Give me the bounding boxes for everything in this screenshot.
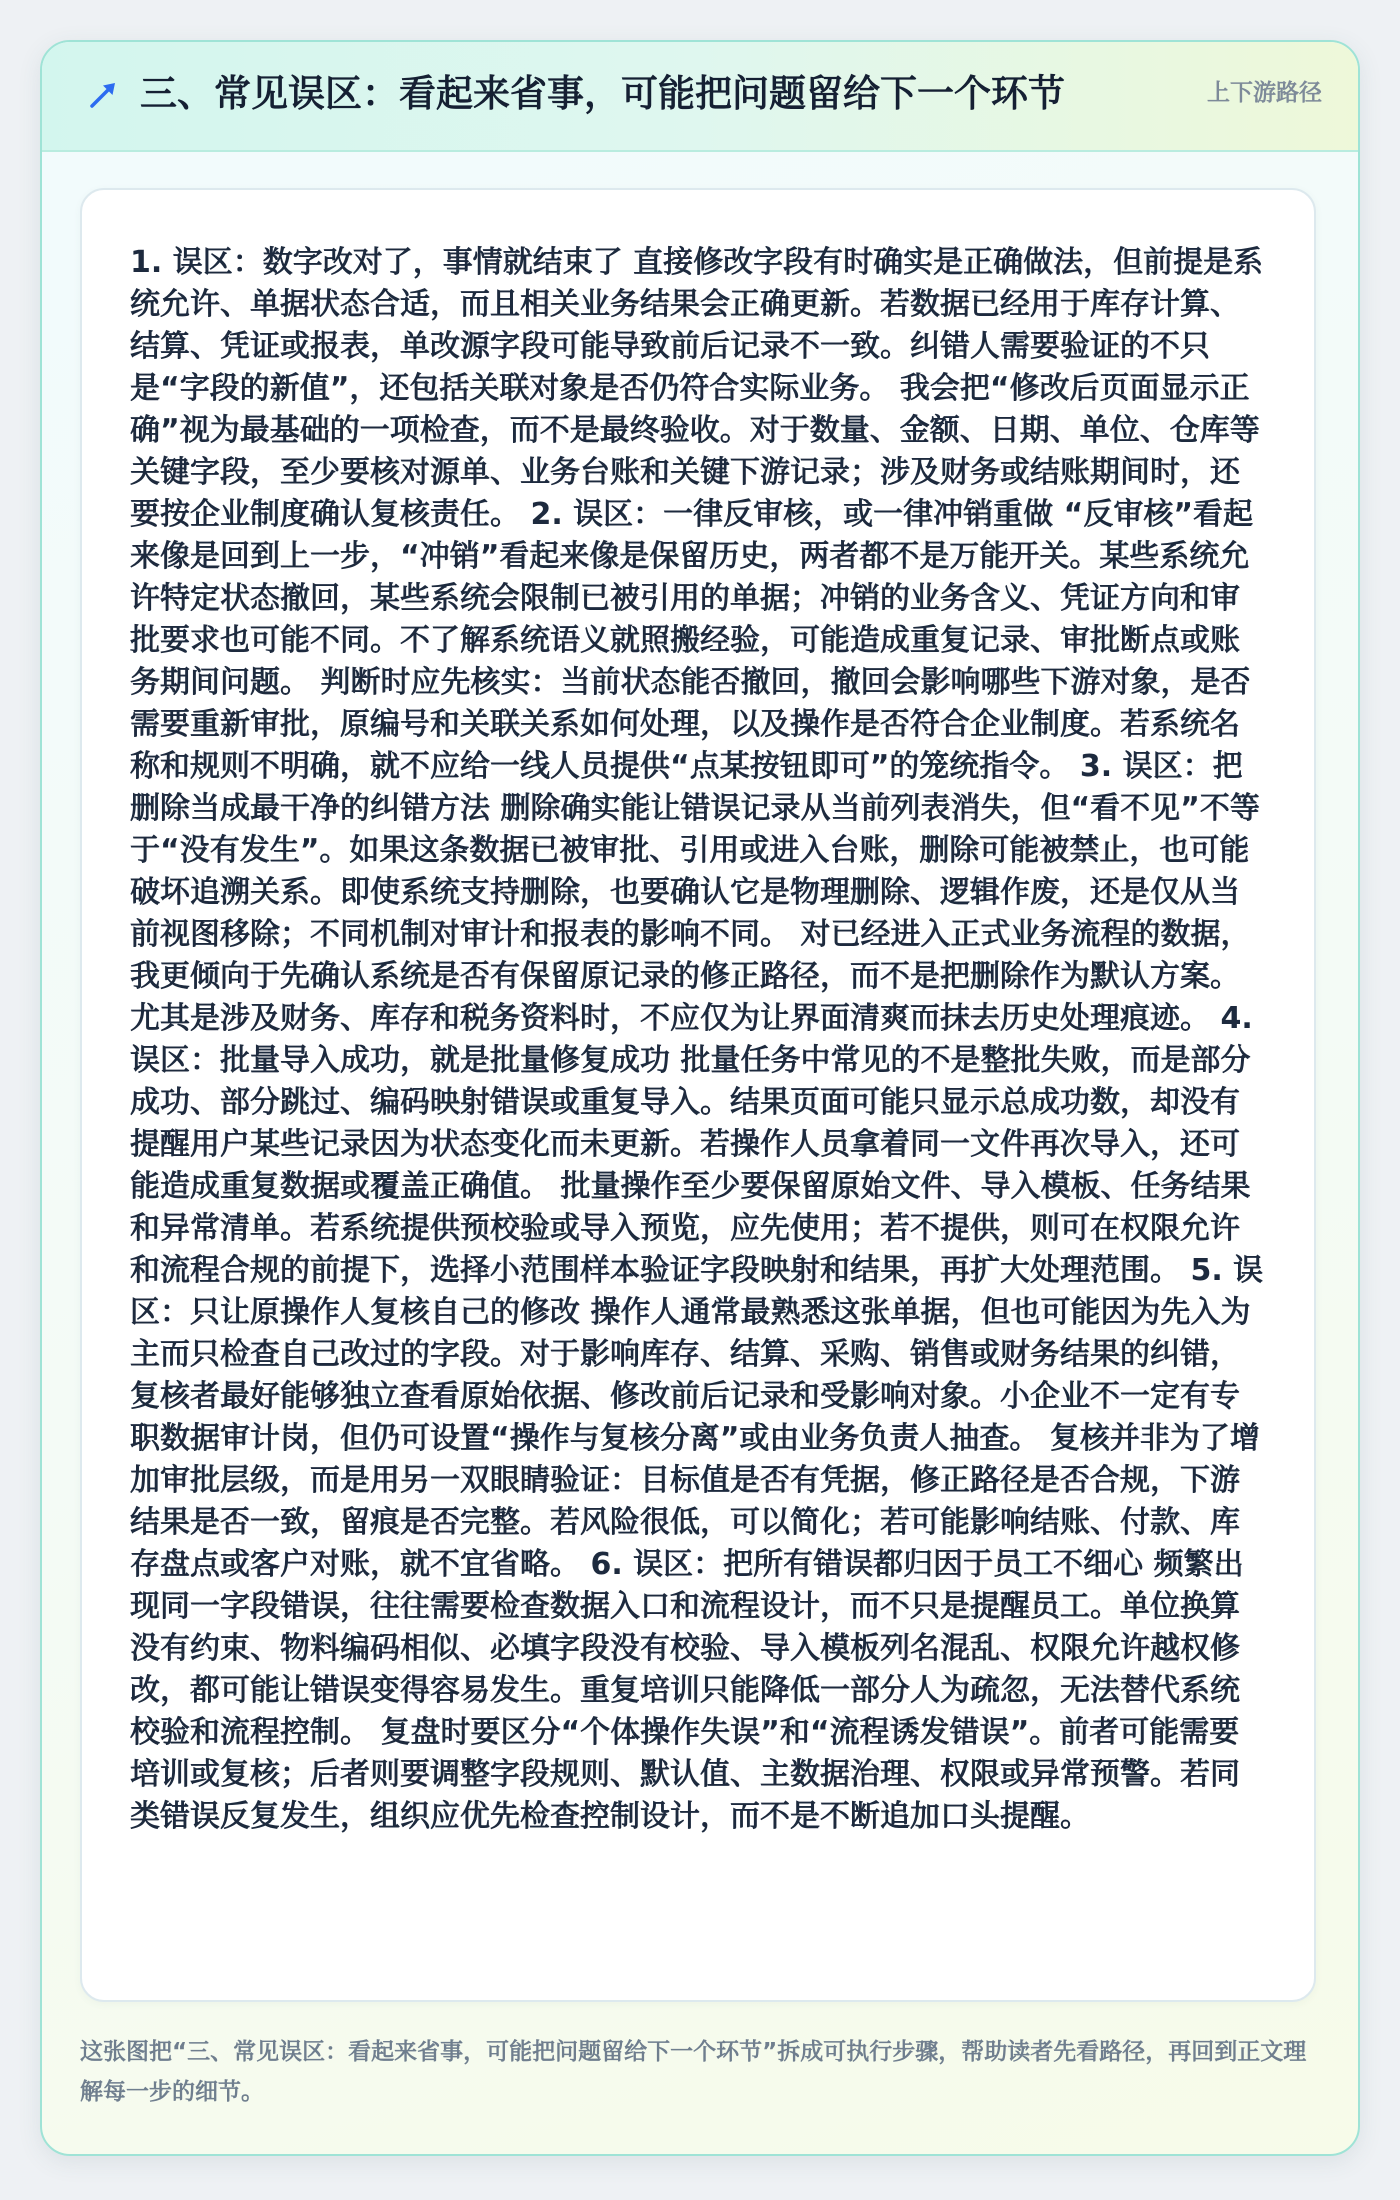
text-panel [80, 188, 1316, 2002]
content-card [40, 40, 1360, 2156]
page-title: 三、常见误区：看起来省事，可能把问题留给下一个环节 [140, 72, 1065, 115]
body-text: 1. 误区：数字改对了，事情就结束了 直接修改字段有时确实是正确做法，但前提是系统允许、单据状态合适，而且相关业务结果会正确更新。若数据已经用于库存计算、结算、凭证或报表，单改源字段可能导致前后记录不一致。纠错人需要验证的不只是“字段的新值”，还包括关联对象是否仍符合实际业务。 我会把“修改后页面显示正确”视为最基础的一项检查，而不是最终验收。对于数量、金额、日期、单位、仓库等关键字段，至少要核对源单、业务台账和关键下游记录；涉及财务或结账期间时，还要按企业制度确认复核责任。 2. 误区：一律反审核，或一律冲销重做 “反审核”看起来像是回到上一步，“冲销”看起来像是保留历史，两者都不是万能开关。某些系统允许特定状态撤回，某些系统会限制已被引用的单据；冲销的业务含义、凭证方向和审批要求也可能不同。不了解系统语义就照搬经验，可能造成重复记录、审批断点或账务期间问题。 判断时应先核实：当前状态能否撤回，撤回会影响哪些下游对象，是否需要重新审批，原编号和关联关系如何处理，以及操作是否符合企业制度。若系统名称和规则不明确，就不应给一线人员提供“点某按钮即可”的笼统指令。 3. 误区：把删除当成最干净的纠错方法 删除确实能让错误记录从当前列表消失，但“看不见”不等于“没有发生”。如果这条数据已被审批、引用或进入台账，删除可能被禁止，也可能破坏追溯关系。即使系统支持删除，也要确认它是物理删除、逻辑作废，还是仅从当前视图移除；不同机制对审计和报表的影响不同。 对已经进入正式业务流程的数据，我更倾向于先确认系统是否有保留原记录的修正路径，而不是把删除作为默认方案。尤其是涉及财务、库存和税务资料时，不应仅为让界面清爽而抹去历史处理痕迹。 4. 误区：批量导入成功，就是批量修复成功 批量任务中常见的不是整批失败，而是部分成功、部分跳过、编码映射错误或重复导入。结果页面可能只显示总成功数，却没有提醒用户某些记录因为状态变化而未更新。若操作人员拿着同一文件再次导入，还可能造成重复数据或覆盖正确值。 批量操作至少要保留原始文件、导入模板、任务结果和异常清单。若系统提供预校验或导入预览，应先使用；若不提供，则可在权限允许和流程合规的前提下，选择小范围样本验证字段映射和结果，再扩大处理范围。 5. 误区：只让原操作人复核自己的修改 操作人通常最熟悉这张单据，但也可能因为先入为主而只检查自己改过的字段。对于影响库存、结算、采购、销售或财务结果的纠错，复核者最好能够独立查看原始依据、修改前后记录和受影响对象。小企业不一定有专职数据审计岗，但仍可设置“操作与复核分离”或由业务负责人抽查。 复核并非为了增加审批层级，而是用另一双眼睛验证：目标值是否有凭据，修正路径是否合规，下游结果是否一致，留痕是否完整。若风险很低，可以简化；若可能影响结账、付款、库存盘点或客户对账，就不宜省略。 6. 误区：把所有错误都归因于员工不细心 频繁出现同一字段错误，往往需要检查数据入口和流程设计，而不只是提醒员工。单位换算没有约束、物料编码相似、必填字段没有校验、导入模板列名混乱、权限允许越权修改，都可能让错误变得容易发生。重复培训只能降低一部分人为疏忽，无法替代系统校验和流程控制。 复盘时要区分“个体操作失误”和“流程诱发错误”。前者可能需要培训或复核；后者则要调整字段规则、默认值、主数据治理、权限或异常预警。若同类错误反复发生，组织应优先检查控制设计，而不是不断追加口头提醒。 [130, 245, 1264, 1834]
arrow-up-right-icon [86, 78, 120, 112]
card-header [42, 42, 1358, 152]
figure-caption: 这张图把“三、常见误区：看起来省事，可能把问题留给下一个环节”拆成可执行步骤，帮助读者先看路径，再回到正文理解每一步的细节。 [80, 2039, 1307, 2105]
category-tag: 上下游路径 [1207, 80, 1322, 106]
